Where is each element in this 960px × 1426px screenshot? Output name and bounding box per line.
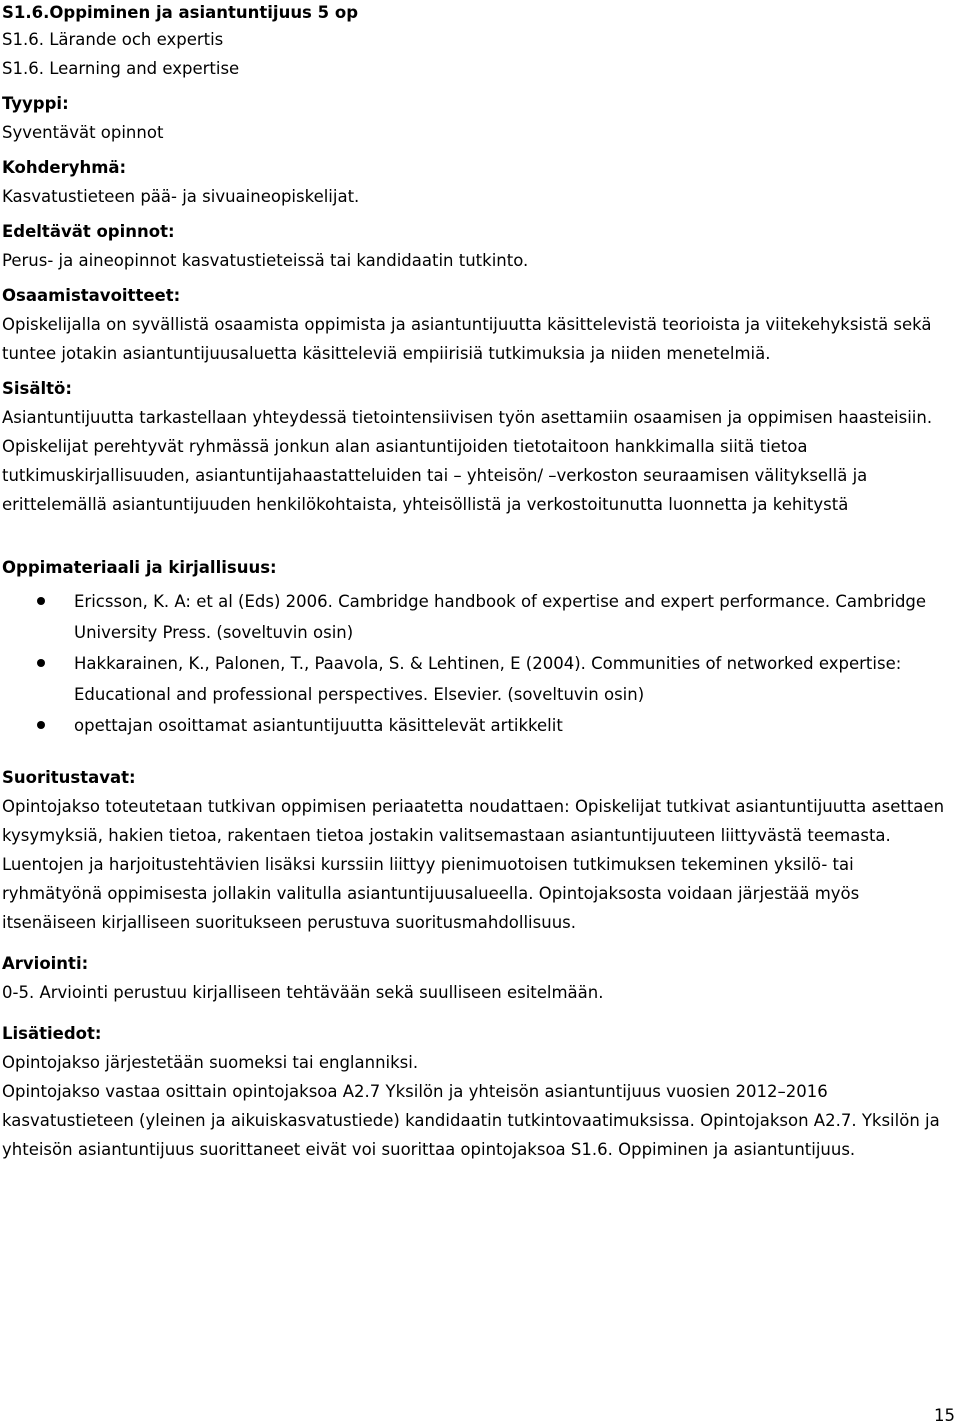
bullet-icon	[37, 659, 45, 667]
course-title-sv: S1.6. Lärande och expertis	[2, 30, 224, 49]
reference-text: opettajan osoittamat asiantuntijuutta käsittelevät artikkelit	[74, 716, 563, 735]
prerequisites-label: Edeltävät opinnot:	[2, 222, 175, 241]
bullet-icon	[37, 721, 45, 729]
reference-text: Ericsson, K. A: et al (Eds) 2006. Cambridge handbook of expertise and expert performance. Cambridge University Press. (soveltuvin osin)	[74, 592, 927, 642]
course-title-fi: S1.6.Oppiminen ja asiantuntijuus 5 op	[2, 3, 358, 22]
page-number: 15	[934, 1406, 955, 1425]
target-group-text: Kasvatustieteen pää- ja sivuaineopiskelijat.	[2, 187, 360, 206]
bullet-icon	[37, 597, 45, 605]
list-item	[2, 648, 956, 710]
objectives-text: Opiskelijalla on syvällistä osaamista oppimista ja asiantuntijuutta käsittelevistä teorioista ja viitekehyksistä sekä tuntee jotakin asiantuntijuusaluetta käsitteleviä empiirisiä tutkimuksia ja niiden menetelmiä.	[2, 315, 932, 363]
methods-label: Suoritustavat:	[2, 768, 136, 787]
content-text: Asiantuntijuutta tarkastellaan yhteydessä tietointensiivisen työn asettamiin osaamisen ja oppimisen haasteisiin. Opiskelijat perehtyvät ryhmässä jonkun alan asiantuntijoiden tietotaitoon hankkimalla siitä tietoa tutkimuskirjallisuuden, asiantuntijahaastatteluiden tai – yhteisön/ –verkoston seuraamisen välityksellä ja erittelemällä asiantuntijuuden henkilökohtaista, yhteisöllistä ja verkostoitunutta luonnetta ja kehitystä	[2, 408, 933, 514]
assessment-text: 0-5. Arviointi perustuu kirjalliseen tehtävään sekä suulliseen esitelmään.	[2, 983, 604, 1002]
materials-list	[2, 586, 956, 741]
materials-label: Oppimateriaali ja kirjallisuus:	[2, 558, 277, 577]
info-text-1: Opintojakso järjestetään suomeksi tai englanniksi.	[2, 1053, 419, 1072]
reference-text: Hakkarainen, K., Palonen, T., Paavola, S. & Lehtinen, E (2004). Communities of networked expertise: Educational and professional perspectives. Elsevier. (soveltuvin osin)	[74, 654, 902, 704]
info-label: Lisätiedot:	[2, 1024, 102, 1043]
prerequisites-text: Perus- ja aineopinnot kasvatustieteissä tai kandidaatin tutkinto.	[2, 251, 529, 270]
type-label: Tyyppi:	[2, 94, 69, 113]
type-text: Syventävät opinnot	[2, 123, 164, 142]
assessment-label: Arviointi:	[2, 954, 89, 973]
content-label: Sisältö:	[2, 379, 72, 398]
info-text-2: Opintojakso vastaa osittain opintojaksoa A2.7 Yksilön ja yhteisön asiantuntijuus vuosien 2012–2016 kasvatustieteen (yleinen ja aikuiskasvatustiede) kandidaatin tutkintovaatimuksissa. Opintojakson A2.7. Yksilön ja yhteisön asiantuntijuus suorittaneet eivät voi suorittaa opintojaksoa S1.6. Oppiminen ja asiantuntijuus.	[2, 1082, 940, 1159]
target-group-label: Kohderyhmä:	[2, 158, 127, 177]
document-page	[2, 0, 956, 1164]
objectives-label: Osaamistavoitteet:	[2, 286, 181, 305]
course-title-en: S1.6. Learning and expertise	[2, 59, 240, 78]
list-item	[2, 586, 956, 648]
list-item	[2, 710, 956, 741]
methods-text: Opintojakso toteutetaan tutkivan oppimisen periaatetta noudattaen: Opiskelijat tutkivat asiantuntijuutta asettaen kysymyksiä, hakien tietoa, rakentaen tietoa jostakin valitsemastaan asiantuntijuuteen liittyvästä teemasta. Luentojen ja harjoitustehtävien lisäksi kurssiin liittyy pienimuotoisen tutkimuksen tekeminen yksilö- tai ryhmätyönä oppimisesta jollakin valitulla asiantuntijuusalueella. Opintojaksosta voidaan järjestää myös itsenäiseen kirjalliseen suoritukseen perustuva suoritusmahdollisuus.	[2, 797, 945, 932]
